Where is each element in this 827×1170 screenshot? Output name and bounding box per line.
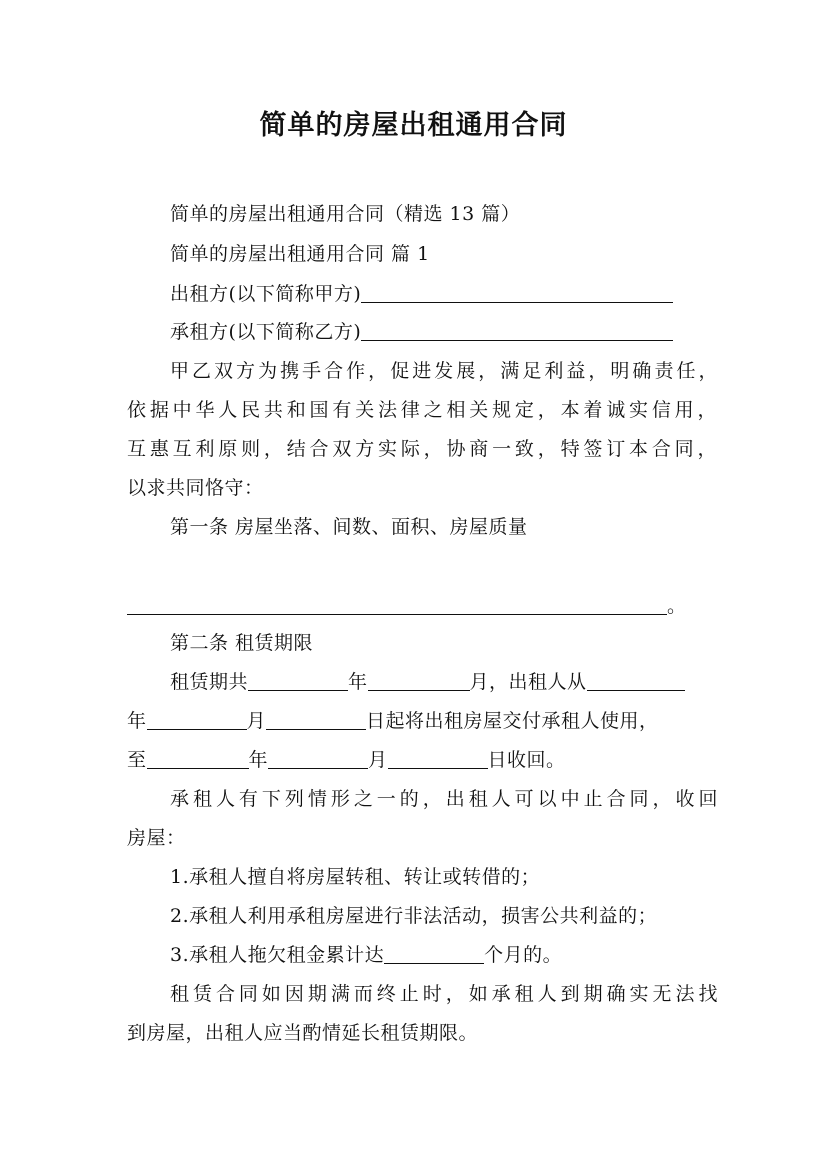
term-text: 日收回。 xyxy=(487,749,566,771)
intro-line-3: 互惠互利原则，结合双方实际，协商一致，特签订本合同， xyxy=(127,438,717,460)
article-1-fill-line xyxy=(127,591,717,618)
renewal-line-1: 租赁合同如因期满而终止时，如承租人到期确实无法找 xyxy=(170,983,718,1005)
term-text: 月 xyxy=(368,749,388,771)
term-line-3 xyxy=(127,745,717,772)
lessee-label: 承租方(以下简称乙方) xyxy=(170,321,362,343)
list-item xyxy=(170,940,718,967)
renewal-line-2: 到房屋，出租人应当酌情延长租赁期限。 xyxy=(127,1022,479,1044)
subtitle: 简单的房屋出租通用合同（精选 13 篇） xyxy=(170,203,521,225)
term-text: 月 xyxy=(246,710,267,732)
term-text: 日起将出租房屋交付承租人使用， xyxy=(366,710,659,732)
document-title: 简单的房屋出租通用合同 xyxy=(259,110,568,141)
term-text: 至 xyxy=(127,749,147,771)
article-1-period: 。 xyxy=(667,595,687,617)
term-line-2 xyxy=(127,706,717,733)
lessee-blank xyxy=(361,321,673,341)
term-text: 月，出租人从 xyxy=(469,671,587,693)
term-text: 年 xyxy=(127,710,147,732)
article-2-heading: 第二条 租赁期限 xyxy=(170,632,314,654)
termination-line-1: 承租人有下列情形之一的，出租人可以中止合同，收回 xyxy=(170,788,718,810)
part-heading: 简单的房屋出租通用合同 篇 1 xyxy=(170,243,430,265)
termination-line-2: 房屋： xyxy=(127,827,186,849)
intro-line-2: 依据中华人民共和国有关法律之相关规定，本着诚实信用， xyxy=(127,399,717,421)
start-month-blank xyxy=(147,710,247,730)
lessor-blank xyxy=(361,283,673,303)
term-line-1 xyxy=(170,667,718,694)
lessee-line xyxy=(170,317,718,344)
term-text: 租赁期共 xyxy=(170,671,249,693)
start-day-blank xyxy=(266,710,366,730)
article-1-blank xyxy=(127,595,667,615)
end-year-blank xyxy=(147,749,249,769)
article-1-heading: 第一条 房屋坐落、间数、面积、房屋质量 xyxy=(170,516,528,538)
term-text: 年 xyxy=(248,749,269,771)
end-month-blank xyxy=(268,749,368,769)
lessor-line xyxy=(170,279,718,306)
start-year-blank xyxy=(587,671,685,691)
term-text: 年 xyxy=(348,671,368,693)
intro-line-4: 以求共同恪守： xyxy=(127,477,264,499)
end-day-blank xyxy=(388,749,488,769)
list-item: 1.承租人擅自将房屋转租、转让或转借的； xyxy=(170,866,541,888)
list-item: 2.承租人利用承租房屋进行非法活动，损害公共利益的； xyxy=(170,905,658,927)
arrears-months-blank xyxy=(384,944,484,964)
term-months-blank xyxy=(368,671,470,691)
intro-line-1: 甲乙双方为携手合作，促进发展，满足利益，明确责任， xyxy=(170,360,718,382)
item-3-text: 3.承租人拖欠租金累计达 xyxy=(170,944,385,966)
term-years-blank xyxy=(248,671,348,691)
item-3-text: 个月的。 xyxy=(484,944,563,966)
lessor-label: 出租方(以下简称甲方) xyxy=(170,283,362,305)
